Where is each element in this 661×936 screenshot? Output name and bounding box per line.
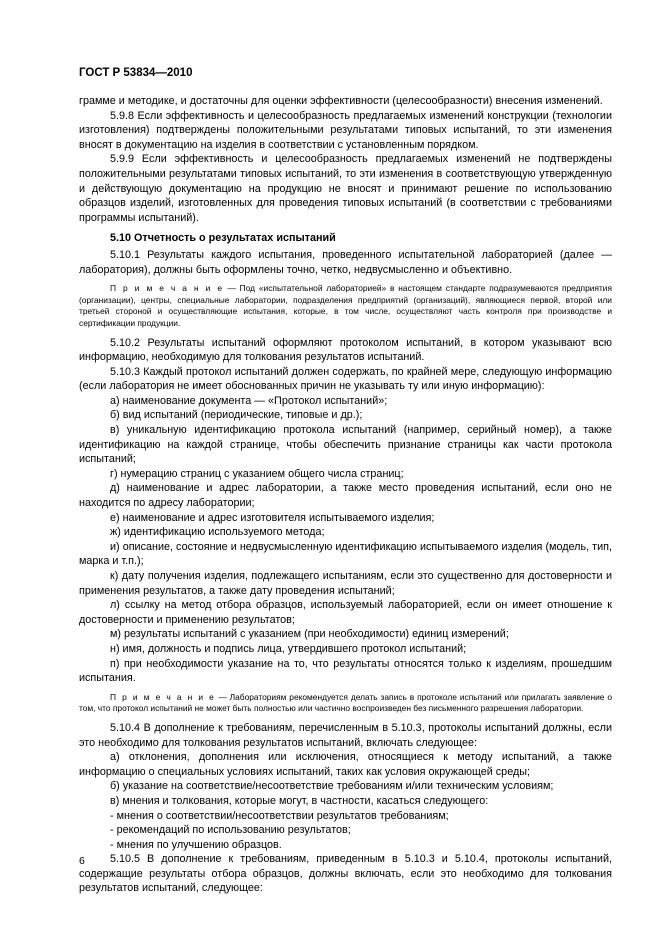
note-text: — Лабораториям рекомендуется делать запись в протоколе испытаний или прилагать заявление о том, что протокол испытаний не может быть полностью или частично воспроизведен без письменного разрешения лаборатории. (79, 691, 612, 714)
list-item: а) наименование документа — «Протокол испытаний»; (110, 394, 388, 407)
list-item: п) при необходимости указание на то, что результаты относятся только к изделиям, прошедшим испытания. (79, 657, 612, 685)
clause-5-10-4: 5.10.4 В дополнение к требованиям, перечисленным в 5.10.3, протоколы испытаний должны, если это необходимо для толкования результатов испытаний, включать следующее: (79, 721, 612, 749)
note-label: П р и м е ч а н и е (110, 691, 216, 702)
note-1 (79, 283, 612, 329)
list-item: м) результаты испытаний с указанием (при необходимости) единиц измерений; (110, 628, 509, 641)
paragraph: грамме и методике, и достаточны для оценки эффективности (целесообразности) внесения изменений. (79, 95, 603, 107)
clause-5-10-1: 5.10.1 Результаты каждого испытания, проведенного испытательной лабораторией (далее — лаборатория), должны быть оформлены точно, четко, недвусмысленно и объективно. (79, 248, 612, 276)
clause-5-9-9: 5.9.9 Если эффективность и целесообразность предлагаемых изменений не подтверждены положительными результатами типовых испытаний, то эти изменения в соответствующую утвержденную и действующую документацию на продукцию не вносят и принимают решение по использованию образцов изделий, изготовленных для проведения типовых испытаний (в соответствии с требованиями программы испытаний). (79, 153, 612, 224)
clause-5-10-2: 5.10.2 Результаты испытаний оформляют протоколом испытаний, в котором указывают всю информацию, необходимую для толкования результатов испытаний. (79, 336, 612, 364)
document-header: ГОСТ Р 53834—2010 (79, 67, 193, 79)
list-item: в) уникальную идентификацию протокола испытаний (например, серийный номер), а также идентификацию на каждой странице, чтобы обеспечить признание страницы как части протокола испытаний; (79, 424, 612, 466)
list-item: - рекомендаций по использованию результатов; (110, 824, 351, 837)
clause-5-10-3: 5.10.3 Каждый протокол испытаний должен содержать, по крайней мере, следующую информацию (если лаборатория не имеет обоснованных причин не указывать ту или иную информацию): (79, 365, 612, 393)
list-item: в) мнения и толкования, которые могут, в частности, касаться следующего: (110, 794, 489, 807)
list-item: б) указание на соответствие/несоответствие требованиям и/или техническим условиям; (110, 780, 554, 793)
note-label: П р и м е ч а н и е (110, 283, 224, 294)
list-item: н) имя, должность и подпись лица, утвердившего протокол испытаний; (110, 642, 467, 655)
document-body (79, 94, 612, 896)
list-item: к) дату получения изделия, подлежащего испытаниям, если это существенно для достоверности и применения результатов, а также дату проведения испытаний; (79, 570, 612, 597)
list-item: л) ссылку на метод отбора образцов, используемый лабораторией, если он имеет отношение к достоверности и применению результатов; (79, 599, 612, 626)
list-item: б) вид испытаний (периодические, типовые и др.); (110, 409, 363, 422)
section-heading-5-10: 5.10 Отчетность о результатах испытаний (110, 232, 336, 245)
note-text: — Под «испытательной лабораторией» в настоящем стандарте подразумеваются предприятия (организации), центры, специальные лаборатории, подразделения предприятий (организаций), являющиеся первой, второй или третьей стороной и осуществляющие испытания, которые, в том числе, осуществляют часть контроля при производстве и сертификации продукции. (79, 283, 612, 328)
list-item: - мнения о соответствии/несоответствии результатов требованиям; (110, 809, 449, 822)
list-item: ж) идентификацию используемого метода; (110, 526, 325, 539)
list-item: и) описание, состояние и недвусмысленную идентификацию испытываемого изделия (модель, тип, марка и т.п.); (79, 540, 612, 568)
clause-5-9-8: 5.9.8 Если эффективность и целесообразность предлагаемых изменений конструкции (технологии изготовления) подтверждены положительными результатами типовых испытаний, то эти изменения вносят в документацию на изделия в соответствии с установленным порядком. (79, 109, 612, 151)
note-2 (79, 692, 612, 715)
list-item: д) наименование и адрес лаборатории, а также место проведения испытаний, если оно не находится по адресу лаборатории; (79, 482, 612, 510)
list-item: - мнения по улучшению образцов. (110, 838, 282, 851)
clause-5-10-5: 5.10.5 В дополнение к требованиям, приведенным в 5.10.3 и 5.10.4, протоколы испытаний, содержащие результаты отбора образцов, должны включать, если это необходимо для толкования результатов испытаний, следующее: (79, 853, 612, 895)
list-item: г) нумерацию страниц с указанием общего числа страниц; (110, 467, 404, 480)
page-number: 6 (79, 855, 85, 867)
list-item: е) наименование и адрес изготовителя испытываемого изделия; (110, 511, 435, 524)
list-item: а) отклонения, дополнения или исключения, относящиеся к методу испытаний, а также информацию о специальных условиях испытаний, таких как условия окружающей среды; (79, 751, 612, 778)
